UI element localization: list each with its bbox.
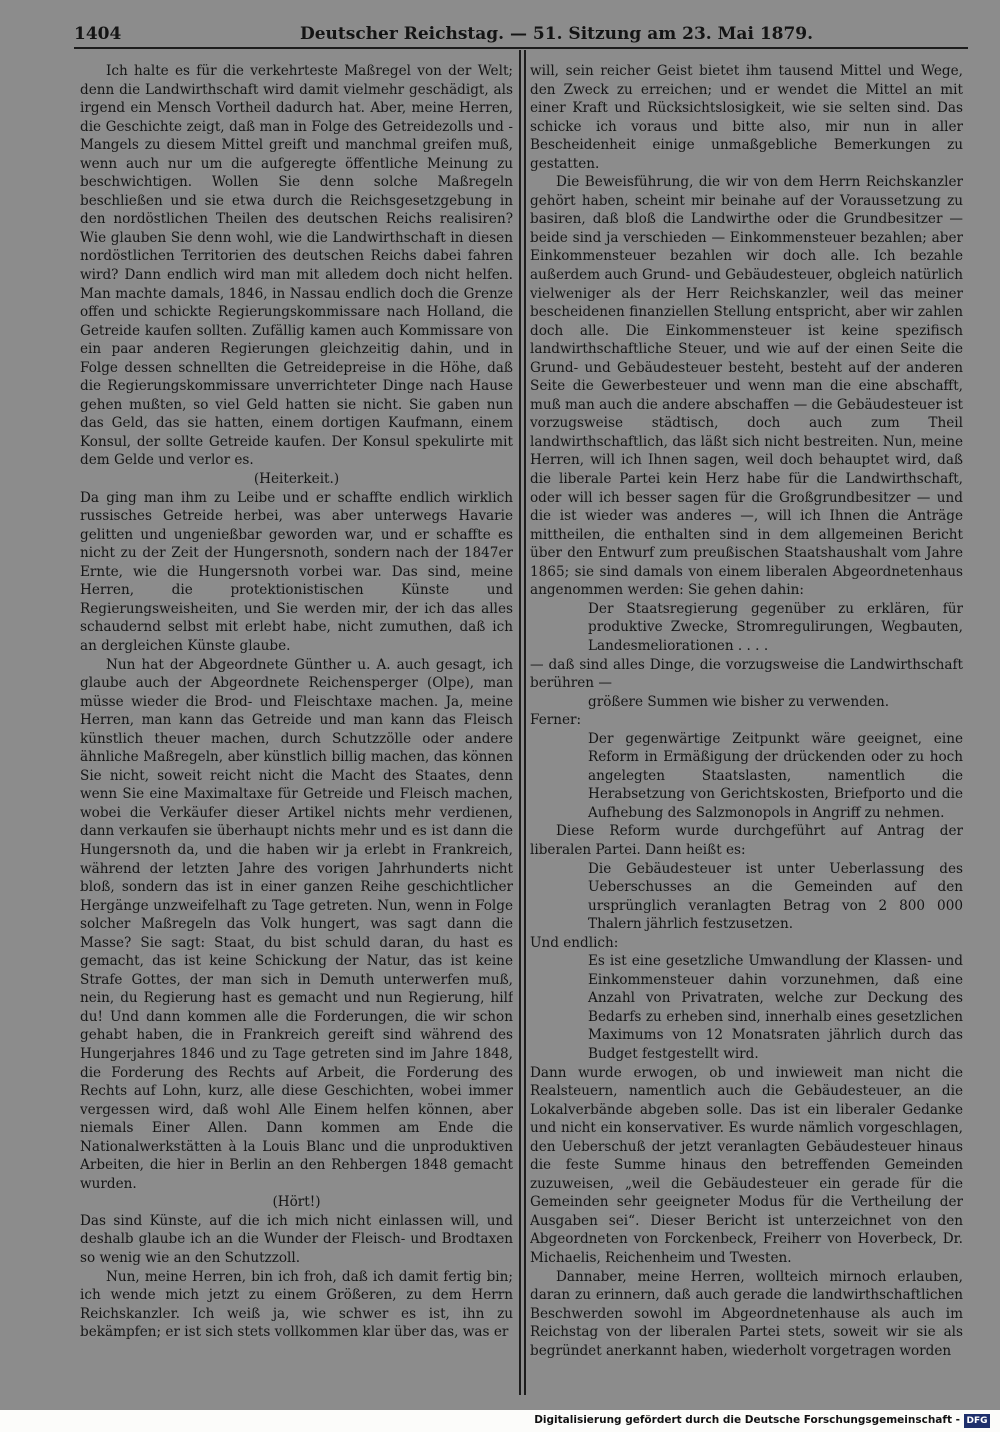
paragraph: Diese Reform wurde durchgeführt auf Antrag der liberalen Partei. Dann heißt es: bbox=[530, 823, 963, 858]
paragraph: Ich halte es für die verkehrteste Maßregel von der Welt; denn die Landwirthschaft wird damit vielmehr geschädigt, als irgend ein Mensch Vortheil dadurch hat. Aber, meine Herren, die Geschichte zeigt, daß man in Folge des Getreidezolls und -Mangels zu diesem Mittel greift und manchmal greifen muß, wenn auch nur um die aufgeregte öffentliche Meinung zu beschwichtigen. Wollen Sie denn solche Maßregeln beschließen und sie etwa durch die Reichsgesetzgebung in den nordöstlichen Theilen des deutschen Reichs realisiren? Wie glauben Sie denn wohl, wie die Landwirthschaft in diesen nordöstlichen Territorien des deutschen Reichs dabei fahren wird? Dann endlich wird man mit alledem doch nicht helfen. Man machte damals, 1846, in Nassau endlich doch die Grenze offen und schickte Regierungskommissare nach Holland, die Getreide kaufen sollten. Zufällig kamen auch Kommissare von ein paar anderen Regierungen gleichzeitig dahin, und in Folge dessen schnellten die Getreidepreise in die Höhe, daß die Regierungskommissare unverrichteter Dinge nach Hause gehen mußten, so viel Geld hatten sie nicht. Sie gaben nun das Geld, das sie hatten, einem dortigen Kaufmann, einem Konsul, der sollte Getreide kaufen. Der Konsul spekulirte mit dem Gelde und verlor es. bbox=[80, 63, 513, 469]
paragraph: Nun hat der Abgeordnete Günther u. A. auch gesagt, ich glaube auch der Abgeordnete Reichensperger (Olpe), man müsse wieder die Brod- und Fleischtaxe machen. Ja, meine Herren, man kann das Getreide und man kann das Fleisch künstlich theuer machen, durch Schutzzölle oder andere ähnliche Maßregeln, aber künstlich billig machen, das können Sie nicht, soweit reicht nicht die Macht des Staates, denn wenn Sie eine Maximaltaxe für Getreide und Fleisch machen, wobei die Verkäufer dieser Artikel nichts mehr verdienen, dann verkaufen sie überhaupt nichts mehr und es ist dann die Hungersnoth da, und die haben wir ja erlebt in Frankreich, während der letzten Jahre des vorigen Jahrhunderts nicht bloß, sondern das ist in einer ganzen Reihe geschichtlicher Hergänge unzweifelhaft zu Tage getreten. Nun, wenn in Folge solcher Maßregeln das Volk hungert, was sagt dann die Masse? Sie sagt: Staat, du bist schuld daran, du hast es gemacht, das ist keine Schickung der Natur, das ist keine Strafe Gottes, der man sich in Demuth unterwerfen muß, nein, du Regierung hast es gemacht und nun Regierung, hilf du! Und dann kommen alle die Forderungen, die wir schon gehabt haben, die in Frankreich gereift sind während des Hungerjahres 1846 und zu Tage getreten sind im Jahre 1848, die Forderung des Rechts auf Arbeit, die Forderung des Rechts auf Lohn, kurz, alle diese Geschichten, wobei immer vergessen wird, daß wohl Alle Einem helfen können, aber niemals Einer Allen. Dann kommen am Ende die Nationalwerkstätten à la Louis Blanc und die unproduktiven Arbeiten, die hier in Berlin an den Rehbergen 1848 gemacht wurden. bbox=[80, 656, 513, 1192]
header-rule bbox=[74, 47, 968, 49]
paragraph: will, sein reicher Geist bietet ihm tausend Mittel und Wege, den Zweck zu erreichen; und er wendet die Mittel an mit einer Kraft und Rücksichtslosigkeit, wie sie selten sind. Das schicke ich voraus und bitte also, mir nun in aller Bescheidenheit einige unmaßgebliche Bemerkungen zu gestatten. bbox=[530, 63, 963, 172]
column-divider-left bbox=[519, 50, 521, 1395]
paragraph: — daß sind alles Dinge, die vorzugsweise die Landwirthschaft berühren — bbox=[530, 656, 963, 692]
block-quote: Der Staatsregierung gegenüber zu erklären, für produktive Zwecke, Stromregulirungen, Wegbauten, Landesmeliorationen . . . . bbox=[588, 600, 963, 654]
interjection: (Hört!) bbox=[272, 1194, 321, 1211]
paragraph: Dannaber, meine Herren, wollteich mirnoch erlauben, daran zu erinnern, daß auch gerade die landwirthschaftlichen Beschwerden sowohl im Abgeordnetenhause als auch im Reichstag von der liberalen Partei stets, soweit wir sie als begründet anerkannt haben, wiederholt vorgetragen worden bbox=[530, 1268, 963, 1359]
block-quote: Es ist eine gesetzliche Umwandlung der Klassen- und Einkommensteuer dahin vorzunehmen, daß eine Anzahl von Privatraten, welche zur Deckung des Bedarfs zu erheben sind, innerhalb eines gesetzlichen Maximums von 12 Monatsraten jährlich durch das Budget festgestellt wird. bbox=[588, 953, 963, 1062]
right-column bbox=[530, 62, 963, 1380]
paragraph: Das sind Künste, auf die ich mich nicht einlassen will, und deshalb glaube ich an die Wunder der Fleisch- und Brodtaxen so wenig wie an den Schutzzoll. bbox=[80, 1212, 513, 1266]
running-header bbox=[74, 22, 966, 46]
header-title: Deutscher Reichstag. — 51. Sitzung am 23. Mai 1879. bbox=[300, 24, 814, 44]
block-quote: Der gegenwärtige Zeitpunkt wäre geeignet, eine Reform in Ermäßigung der drückenden oder zu hoch angelegten Staatslasten, namentlich die Herabsetzung von Gerichtskosten, Briefporto und die Aufhebung des Salzmonopols in Angriff zu nehmen. bbox=[588, 730, 963, 821]
column-divider-right bbox=[524, 50, 526, 1395]
funding-credit: Digitalisierung gefördert durch die Deutsche Forschungsgemeinschaft - bbox=[534, 1414, 960, 1426]
footer-bar bbox=[0, 1410, 1000, 1432]
page-number: 1404 bbox=[74, 24, 122, 44]
left-column bbox=[80, 62, 513, 1380]
section-label: Und endlich: bbox=[530, 934, 619, 951]
block-quote: Die Gebäudesteuer ist unter Ueberlassung des Ueberschusses an die Gemeinden auf den ursprünglich veranlagten Betrag von 2 800 000 Thalern jährlich festzusetzen. bbox=[588, 860, 963, 933]
interjection: (Heiterkeit.) bbox=[253, 471, 340, 488]
block-quote: größere Summen wie bisher zu verwenden. bbox=[588, 693, 890, 710]
paragraph: Nun, meine Herren, bin ich froh, daß ich damit fertig bin; ich wende mich jetzt zu einem Größeren, zu dem Herrn Reichskanzler. Ich weiß ja, wie schwer es ist, ihn zu bekämpfen; er ist sich stets vollkommen klar über das, was er bbox=[80, 1268, 513, 1341]
paragraph: Dann wurde erwogen, ob und inwieweit man nicht die Realsteuern, namentlich auch die Gebäudesteuer, an die Lokalverbände abgeben solle. Das ist ein liberaler Gedanke und nicht ein konservativer. Es wurde nämlich vorgeschlagen, den Ueberschuß der jetzt veranlagten Gebäudesteuer hinaus die feste Summe hinaus den betreffenden Gemeinden zuzuweisen, „weil die Gebäudesteuer ein gerade für die Gemeinden sehr geeigneter Modus für die Vertheilung der Ausgaben sei“. Dieser Bericht ist unterzeichnet von den Abgeordneten von Forckenbeck, Freiherr von Hoverbeck, Dr. Michaelis, Reichenheim und Twesten. bbox=[530, 1064, 963, 1266]
paragraph: Die Beweisführung, die wir von dem Herrn Reichskanzler gehört haben, scheint mir beinahe auf der Voraussetzung zu basiren, daß bloß die Landwirthe oder die Grundbesitzer — beide sind ja verschieden — Einkommensteuer bezahlen; aber Einkommensteuer bezahlen wir doch alle. Ich bezahle außerdem auch Grund- und Gebäudesteuer, obgleich natürlich vielweniger als der Herr Reichskanzler, weil das meiner bescheidenen finanziellen Stellung entspricht, aber wir zahlen doch alle. Die Einkommensteuer ist keine spezifisch landwirthschaftliche Steuer, und wie auf der einen Seite die Grund- und Gebäudesteuer besteht, besteht auf der anderen Seite die Gewerbesteuer und wenn man die eine abschafft, muß man auch die andere abschaffen — die Gebäudesteuer ist vorzugsweise städtisch, doch auch zum Theil landwirthschaftlich, das läßt sich nicht bestreiten. Nun, meine Herren, will ich Ihnen sagen, weil doch behauptet wird, daß die liberale Partei kein Herz habe für die Landwirthschaft, oder will ich besser sagen für die Großgrundbesitzer — und die ist wieder was anderes —, will ich Ihnen die Anträge mittheilen, die enthalten sind in dem allgemeinen Bericht über den Entwurf zum preußischen Staatshaushalt vom Jahre 1865; sie sind damals von einem liberalen Abgeordnetenhaus angenommen werden: Sie gehen dahin: bbox=[530, 174, 963, 599]
section-label: Ferner: bbox=[530, 712, 582, 729]
paragraph: Da ging man ihm zu Leibe und er schaffte endlich wirklich russisches Getreide herbei, was aber unterwegs Havarie gelitten und ungenießbar geworden war, und er schaffte es nicht zu der Zeit der Hungersnoth, sondern nach der 1847er Ernte, wie die Hungersnoth vorbei war. Das sind, meine Herren, die protektionistischen Künste und Regierungsweisheiten, und Sie werden mir, der ich das alles schaudernd selbst mit erlebt habe, nicht zumuthen, daß ich an dergleichen Künste glaube. bbox=[80, 489, 513, 654]
dfg-logo: DFG bbox=[964, 1414, 990, 1428]
